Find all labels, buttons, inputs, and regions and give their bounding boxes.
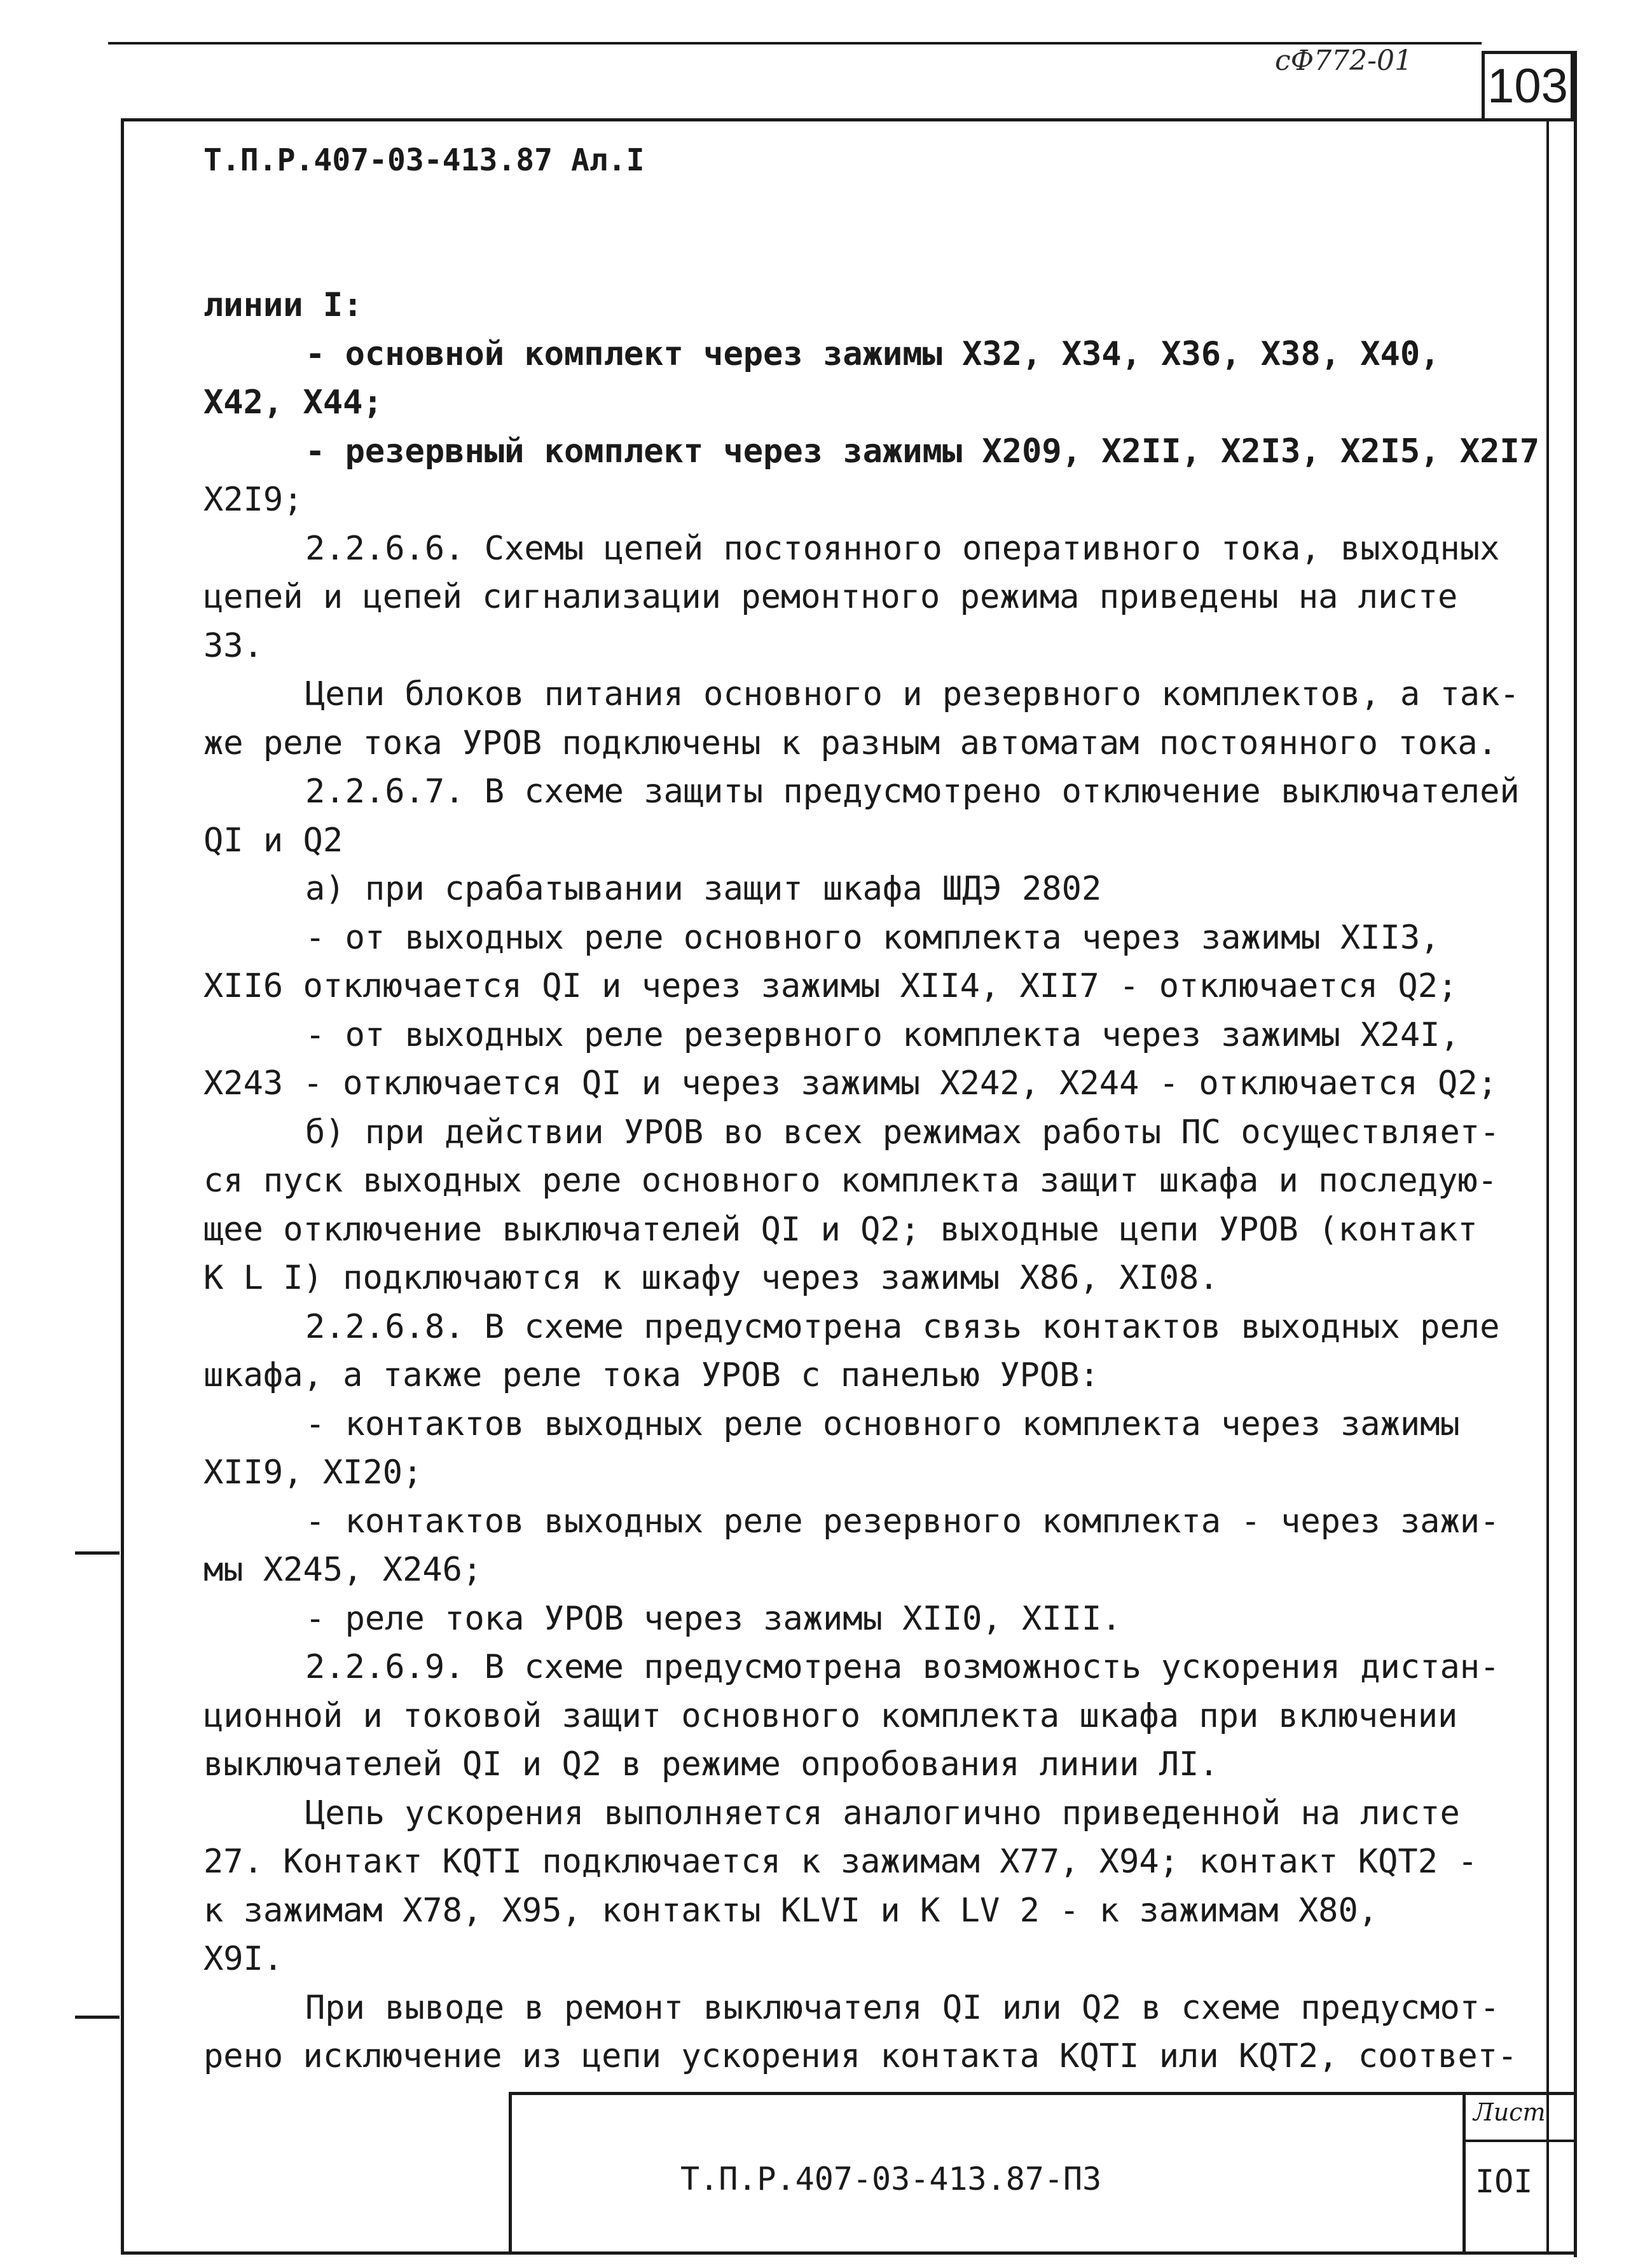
body-line: линии I: xyxy=(203,286,363,324)
body-line: - от выходных реле основного комплекта через зажимы ХII3, xyxy=(305,918,1440,957)
frame-right-outer xyxy=(1574,51,1577,2257)
frame-right-inner xyxy=(1546,118,1549,2255)
body-line: - реле тока УРОВ через зажимы ХII0, ХIII. xyxy=(305,1599,1122,1638)
body-line: к зажимам Х78, Х95, контакты КLVI и К LV 2 - к зажимам Х80, xyxy=(203,1891,1379,1930)
frame-top xyxy=(121,118,1577,121)
body-line: При выводе в ремонт выключателя QI или Q2 в схеме предусмот- xyxy=(305,1988,1500,2027)
body-line: 2.2.6.9. В схеме предусмотрена возможность ускорения дистан- xyxy=(305,1648,1500,1686)
body-line: цепей и цепей сигнализации ремонтного режима приведены на листе xyxy=(203,578,1458,616)
title-block-left xyxy=(509,2092,512,2254)
body-line: ционной и токовой защит основного комплекта шкафа при включении xyxy=(203,1696,1458,1735)
sheet-number-top: 103 xyxy=(1482,51,1574,118)
body-line: ХII6 отключается QI и через зажимы ХII4, ХII7 - отключается Q2; xyxy=(203,967,1458,1005)
body-line: 2.2.6.7. В схеме защиты предусмотрено отключение выключателей xyxy=(305,773,1520,811)
handwritten-note: сФ772-01 xyxy=(1275,45,1413,77)
body-line: щее отключение выключателей QI и Q2; выходные цепи УРОВ (контакт xyxy=(203,1210,1478,1249)
body-line: ся пуск выходных реле основного комплекта защит шкафа и последую- xyxy=(203,1162,1497,1200)
body-line: - основной комплект через зажимы Х32, Х34, Х36, Х38, Х40, xyxy=(305,334,1440,373)
body-line: б) при действии УРОВ во всех режимах работы ПС осуществляет- xyxy=(305,1113,1500,1151)
body-line: Цепи блоков питания основного и резервного комплектов, а так- xyxy=(305,675,1520,713)
body-line: QI и Q2 xyxy=(203,821,343,860)
margin-tick-1 xyxy=(75,1551,120,1555)
margin-tick-2 xyxy=(75,2016,120,2019)
body-line: 27. Контакт КQTI подключается к зажимам Х77, Х94; контакт КQT2 - xyxy=(203,1843,1478,1881)
body-line: К L I) подключаются к шкафу через зажимы Х86, ХI08. xyxy=(203,1259,1219,1297)
frame-left xyxy=(121,118,124,2255)
body-line: Х2I9; xyxy=(203,481,303,519)
title-block-sheet-divider xyxy=(1463,2092,1466,2254)
body-line: 2.2.6.8. В схеме предусмотрена связь контактов выходных реле xyxy=(305,1307,1500,1346)
body-line: - контактов выходных реле основного комплекта через зажимы xyxy=(305,1405,1460,1443)
body-line: Х42, Х44; xyxy=(203,383,383,422)
body-line: мы Х245, Х246; xyxy=(203,1551,483,1589)
body-line: Цепь ускорения выполняется аналогично приведенной на листе xyxy=(305,1794,1460,1832)
body-line: - контактов выходных реле резервного комплекта - через зажи- xyxy=(305,1502,1500,1541)
body-line: рено исключение из цепи ускорения контакта КQTI или КQT2, соответ- xyxy=(203,2037,1518,2075)
title-block-top xyxy=(509,2092,1577,2095)
body-line: 2.2.6.6. Схемы цепей постоянного оперативного тока, выходных xyxy=(305,529,1500,568)
body-line: же реле тока УРОВ подключены к разным автоматам постоянного тока. xyxy=(203,724,1497,762)
title-block-sheet-hline xyxy=(1463,2140,1577,2142)
body-line: шкафа, а также реле тока УРОВ с панелью УРОВ: xyxy=(203,1356,1099,1394)
body-line: а) при срабатывании защит шкафа ШДЭ 2802 xyxy=(305,870,1102,908)
body-line: ХII9, ХI20; xyxy=(203,1454,423,1492)
body-line: выключателей QI и Q2 в режиме опробования линии ЛI. xyxy=(203,1745,1219,1783)
footer-sheet-number: IOI xyxy=(1475,2163,1533,2200)
body-line: Х9I. xyxy=(203,1940,284,1978)
doc-code-header: Т.П.Р.407-03-413.87 Ал.I xyxy=(203,142,645,178)
body-line: - резервный комплект через зажимы Х209, Х2II, Х2I3, Х2I5, Х2I7 xyxy=(305,432,1540,471)
footer-doc-code: Т.П.Р.407-03-413.87-ПЗ xyxy=(680,2161,1102,2197)
body-line: - от выходных реле резервного комплекта через зажимы Х24I, xyxy=(305,1015,1460,1054)
sheet-label: Лист xyxy=(1473,2098,1546,2126)
frame-bottom xyxy=(121,2251,1577,2255)
body-line: 33. xyxy=(203,626,263,665)
body-line: Х243 - отключается QI и через зажимы Х242, Х244 - отключается Q2; xyxy=(203,1064,1497,1103)
